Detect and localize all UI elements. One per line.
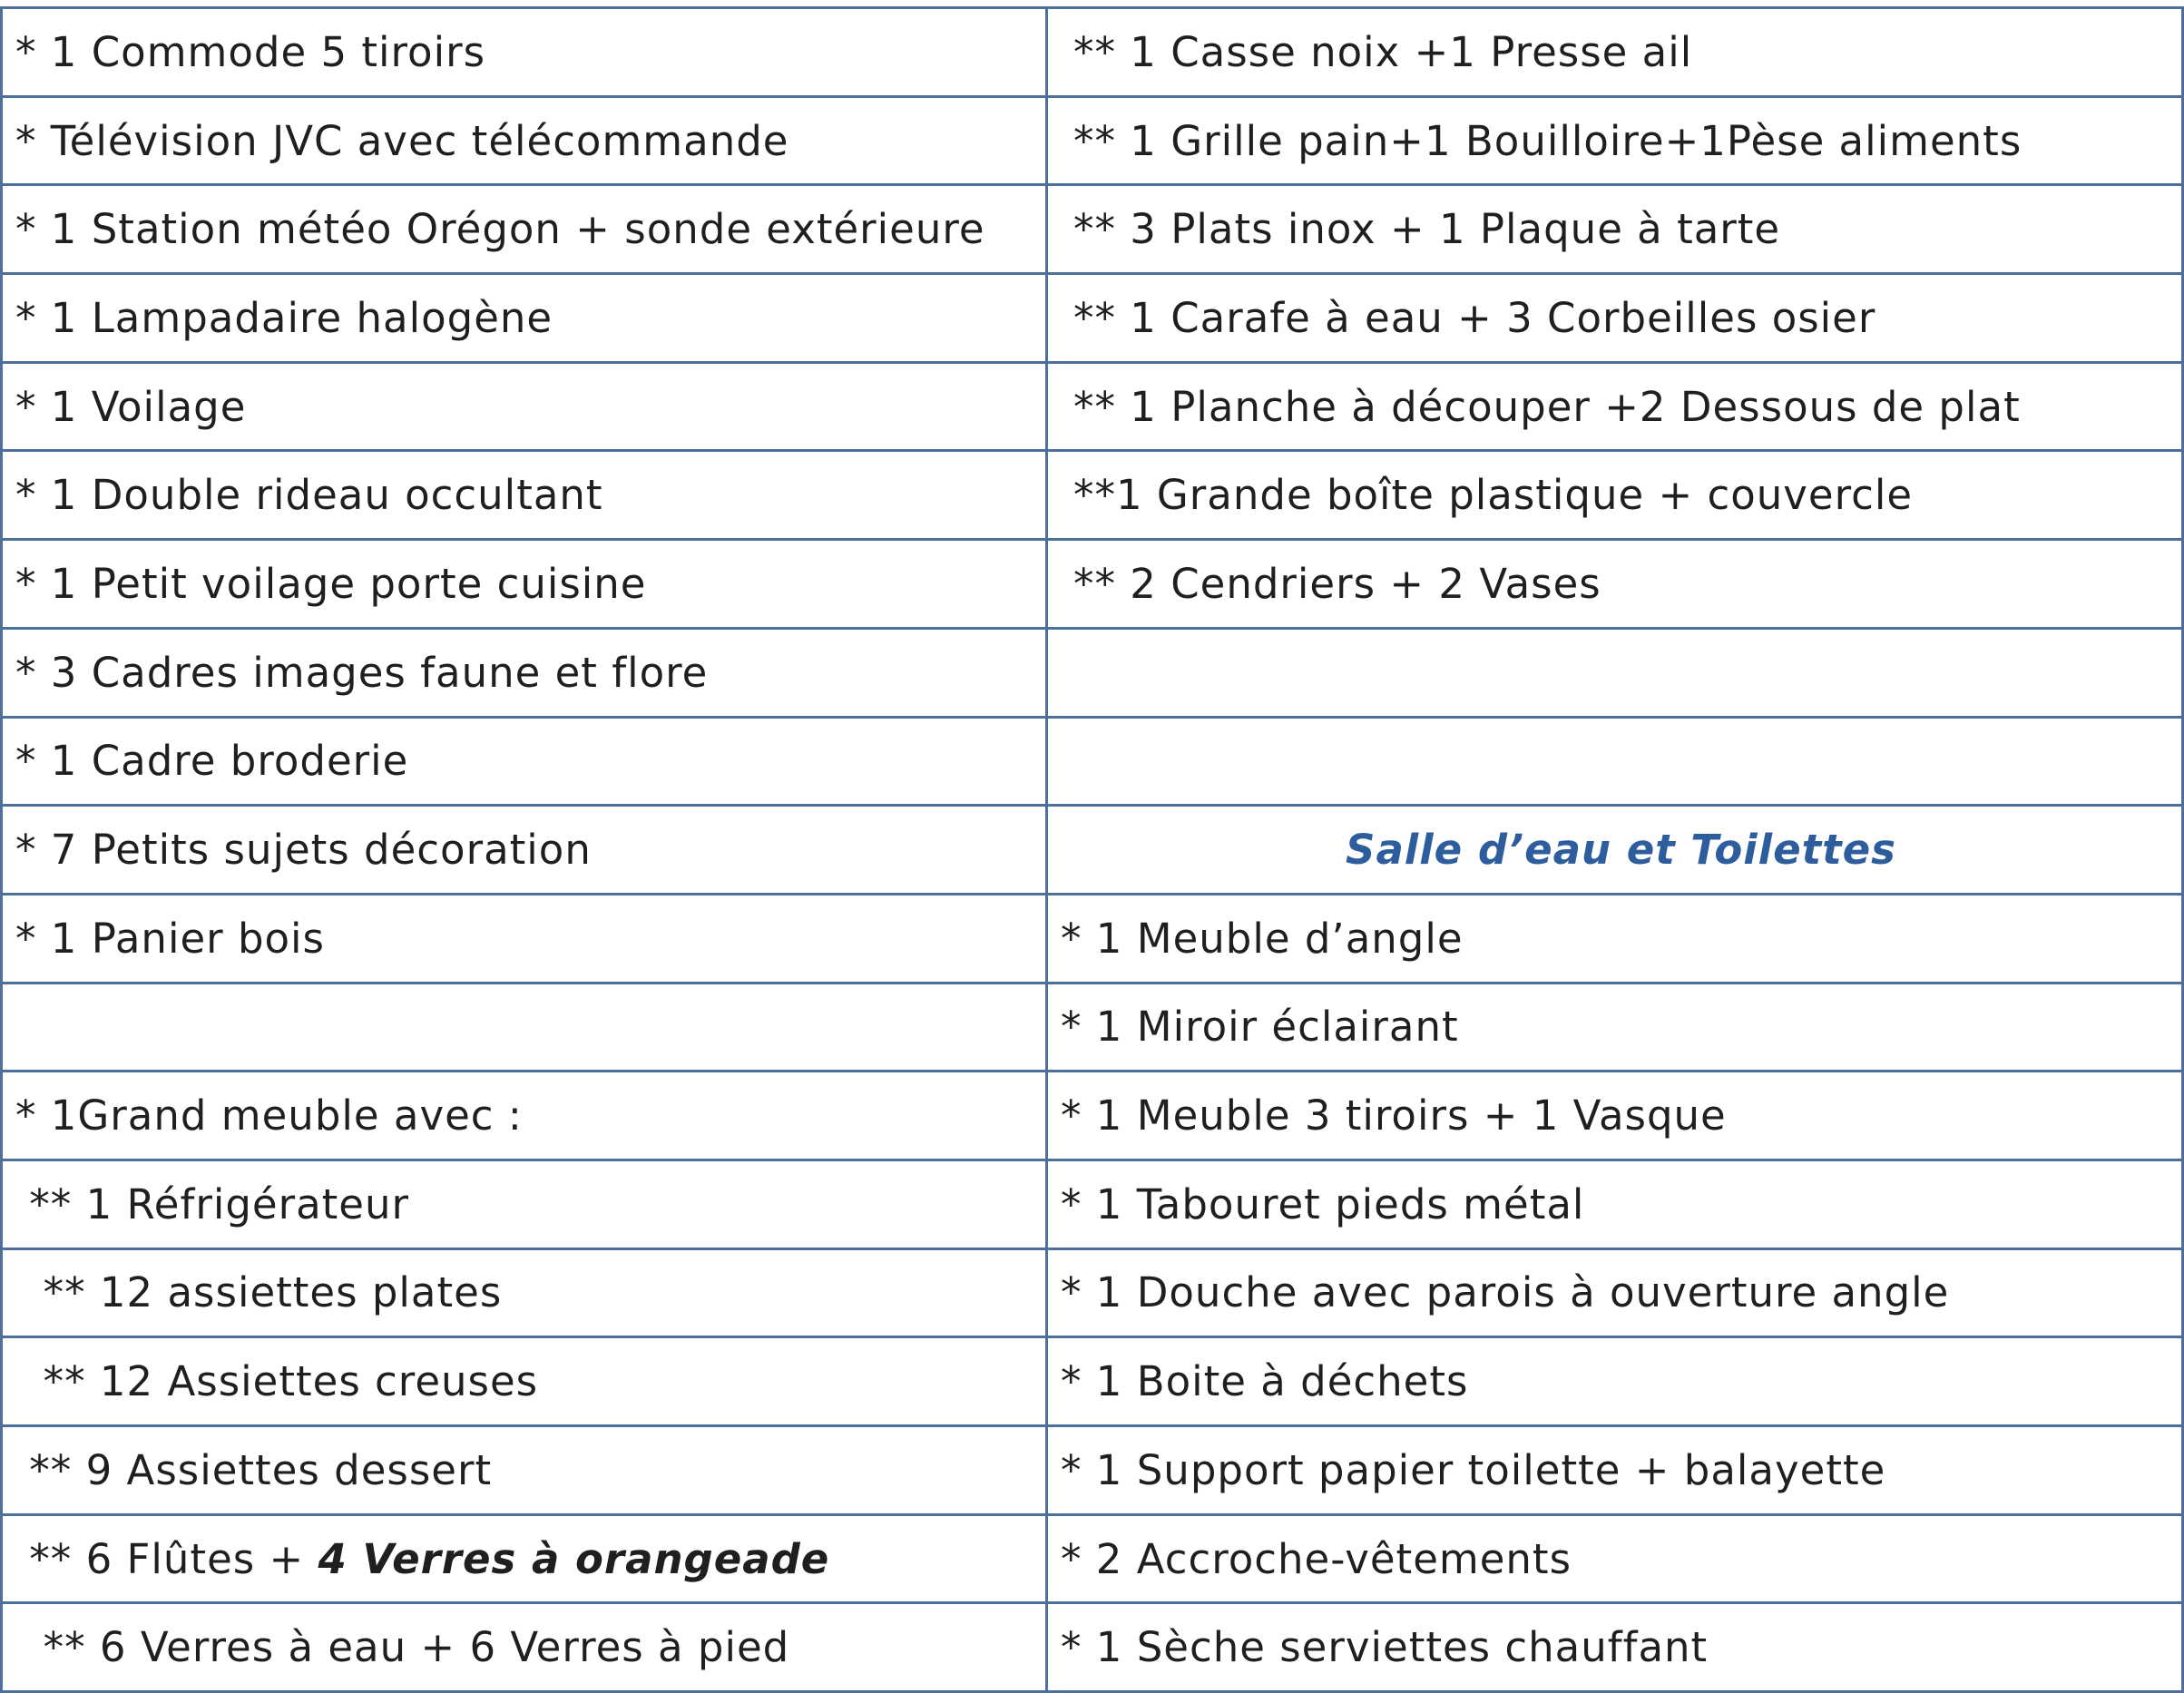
left-cell: * 1 Station météo Orégon + sonde extérieure: [2, 185, 1047, 274]
table-row: [2, 894, 2183, 983]
table-row: [2, 185, 2183, 274]
left-cell: ** 9 Assiettes dessert: [2, 1426, 1047, 1515]
right-cell: * 2 Accroche-vêtements: [1047, 1514, 2183, 1603]
table-row: [2, 1603, 2183, 1692]
left-cell: * 1 Lampadaire halogène: [2, 274, 1047, 363]
left-cell: [2, 1514, 1047, 1603]
table-row: [2, 362, 2183, 451]
table-row: [2, 983, 2183, 1072]
table-row: [2, 628, 2183, 717]
right-cell: **1 Grande boîte plastique + couvercle: [1047, 451, 2183, 540]
inventory-table: [0, 6, 2184, 1693]
left-cell: ** 12 assiettes plates: [2, 1248, 1047, 1337]
right-cell: * 1 Tabouret pieds métal: [1047, 1160, 2183, 1248]
right-cell: * 1 Meuble d’angle: [1047, 894, 2183, 983]
table-row: [2, 8, 2183, 97]
left-cell: ** 12 Assiettes creuses: [2, 1337, 1047, 1426]
table-row: [2, 1072, 2183, 1160]
right-cell: ** 1 Planche à découper +2 Dessous de plat: [1047, 362, 2183, 451]
table-row: [2, 717, 2183, 806]
right-cell: ** 1 Grille pain+1 Bouilloire+1Pèse aliments: [1047, 96, 2183, 185]
table-row: [2, 1248, 2183, 1337]
right-cell: * 1 Meuble 3 tiroirs + 1 Vasque: [1047, 1072, 2183, 1160]
table-row: [2, 1337, 2183, 1426]
left-cell: ** 6 Verres à eau + 6 Verres à pied: [2, 1603, 1047, 1692]
left-cell: * 3 Cadres images faune et flore: [2, 628, 1047, 717]
right-cell: ** 3 Plats inox + 1 Plaque à tarte: [1047, 185, 2183, 274]
table-row: [2, 540, 2183, 629]
left-cell: * 7 Petits sujets décoration: [2, 806, 1047, 895]
right-cell: * 1 Boite à déchets: [1047, 1337, 2183, 1426]
right-cell: [1047, 717, 2183, 806]
table-row: [2, 1514, 2183, 1603]
right-cell: * 1 Douche avec parois à ouverture angle: [1047, 1248, 2183, 1337]
table-row: [2, 274, 2183, 363]
right-cell: ** 1 Carafe à eau + 3 Corbeilles osier: [1047, 274, 2183, 363]
table-row: [2, 451, 2183, 540]
left-cell: * 1 Commode 5 tiroirs: [2, 8, 1047, 97]
table-row: [2, 806, 2183, 895]
left-cell: * 1 Double rideau occultant: [2, 451, 1047, 540]
right-cell: * 1 Miroir éclairant: [1047, 983, 2183, 1072]
left-cell-text: ** 6 Flûtes +: [15, 1534, 318, 1583]
right-cell: * 1 Sèche serviettes chauffant: [1047, 1603, 2183, 1692]
table-row: [2, 1160, 2183, 1248]
emphasized-text: 4 Verres à orangeade: [318, 1534, 830, 1583]
section-title: Salle d’eau et Toilettes: [1047, 806, 2183, 895]
right-cell: ** 1 Casse noix +1 Presse ail: [1047, 8, 2183, 97]
right-cell: ** 2 Cendriers + 2 Vases: [1047, 540, 2183, 629]
left-cell: * 1 Cadre broderie: [2, 717, 1047, 806]
table-row: [2, 96, 2183, 185]
left-cell: * 1 Voilage: [2, 362, 1047, 451]
left-cell: * Télévision JVC avec télécommande: [2, 96, 1047, 185]
right-cell: [1047, 628, 2183, 717]
left-cell: * 1Grand meuble avec :: [2, 1072, 1047, 1160]
left-cell: * 1 Petit voilage porte cuisine: [2, 540, 1047, 629]
left-cell: * 1 Panier bois: [2, 894, 1047, 983]
left-cell: [2, 983, 1047, 1072]
table-row: [2, 1426, 2183, 1515]
left-cell: ** 1 Réfrigérateur: [2, 1160, 1047, 1248]
right-cell: * 1 Support papier toilette + balayette: [1047, 1426, 2183, 1515]
